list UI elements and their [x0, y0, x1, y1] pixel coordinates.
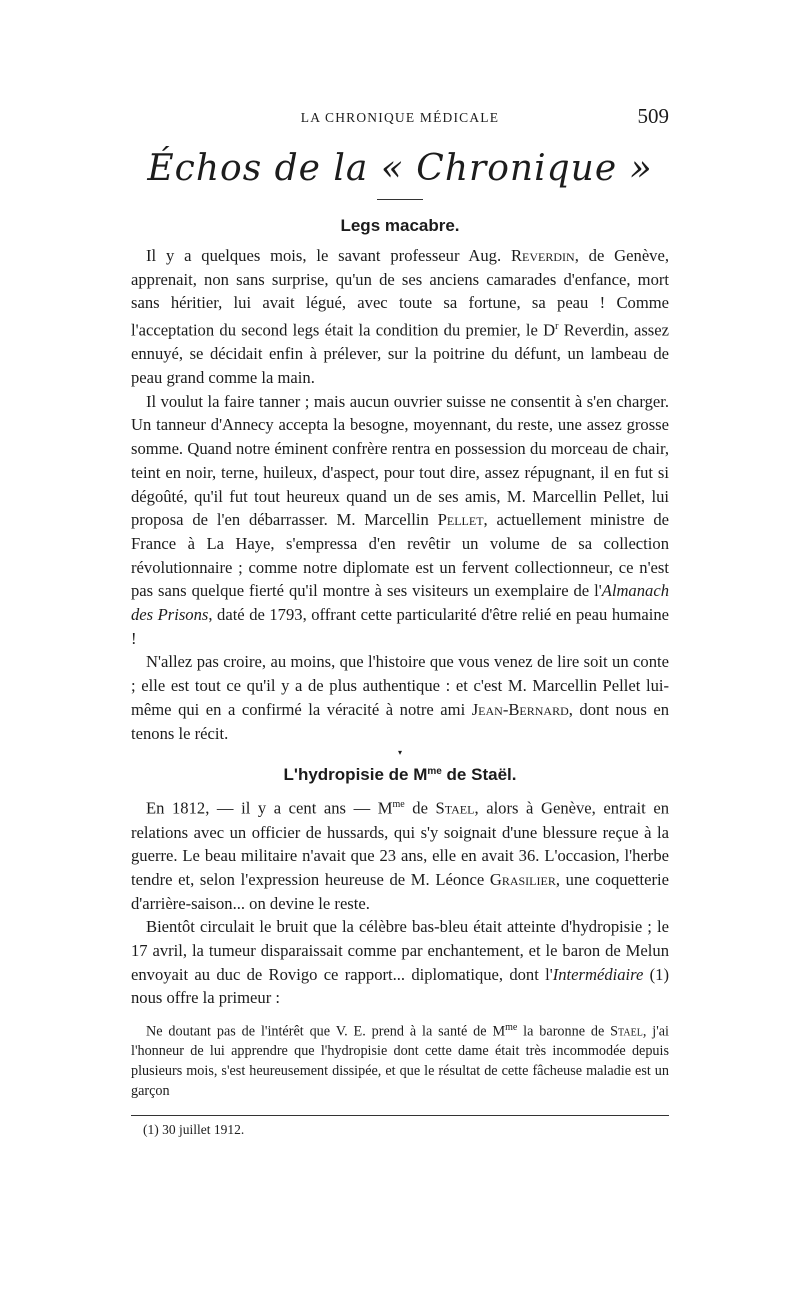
page-number: 509 [637, 104, 669, 128]
paragraph: Bientôt circulait le bruit que la célèbre bas-bleu était atteinte d'hydropisie ; le 17 avril, la tumeur disparaissait comme par enchantement, et le baron de Melun envoyait au duc de Rovigo ce rapport... diplomatique, dont l'Intermédiaire (1) nous offre la primeur : [131, 917, 670, 1008]
footnote-rule [131, 1115, 669, 1116]
title-rule [377, 199, 423, 200]
running-header [131, 100, 669, 134]
footnote: (1) 30 juillet 1912. [143, 1122, 245, 1138]
article-heading-legs-macabre: Legs macabre. [340, 216, 460, 235]
article-heading-hydropisie: L'hydropisie de $M^{me}$ de Staël. [283, 765, 517, 785]
book-page [131, 100, 669, 1138]
running-title: LA CHRONIQUE MÉDICALE [300, 110, 500, 125]
section-separator: ▾ [397, 748, 402, 758]
paragraph: Il y a quelques mois, le savant professeur Aug. Reverdin, de Genève, apprenait, non sans surprise, qu'un de ses anciens camarades d'enfance, mort sans héritier, lui avait légué, avec toute sa fortune, sa peau ! Comme l'acceptation du second legs était la condition du premier, le $D^r$ Reverdin, assez ennuyé, se décidait enfin à prélever, sur la poitrine du défunt, un lambeau de peau grand comme la main. [131, 246, 669, 388]
paragraph: Il voulut la faire tanner ; mais aucun ouvrier suisse ne consentit à s'en charger. Un tanneur d'Annecy accepta la besogne, moyennant, du reste, une assez grosse somme. Quand notre éminent confrère rentra en possession du morceau de chair, teint en noir, terne, huileux, d'aspect, pour tout dire, assez répugnant, il en fut si dégoûté, qu'il fut tout heureux quand un de ses amis, M. Marcellin Pellet, lui proposa de l'en débarrasser. M. Marcellin Pellet, actuellement ministre de France à La Haye, s'empressa d'en revêtir un volume de sa collection révolutionnaire ; comme notre diplomate est un fervent collectionneur, ce n'est pas sans quelque fierté qu'il montre à ses visiteurs un exemplaire de l'Almanach des Prisons, daté de 1793, offrant cette particularité d'être relié en peau humaine ! [131, 391, 669, 648]
quoted-letter: Ne doutant pas de l'intérêt que V. E. prend à la santé de $M^{me}$ la baronne de Stael, j'ai l'honneur de lui apprendre que l'hydropisie dont cette dame était très incommodée depuis plusieurs mois, s'est heureusement dissipée, et que le résultat de cette fâcheuse maladie est un garçon [131, 1022, 669, 1099]
paragraph: En 1812, — il y a cent ans — $M^{me}$ de Stael, alors à Genève, entrait en relations avec un officier de hussards, qui s'y soignait d'une blessure reçue à la guerre. Le beau militaire n'avait que 23 ans, elle en avait 36. L'occasion, l'herbe tendre et, selon l'expression heureuse de M. Léonce Grasilier, une coquetterie d'arrière-saison... on devine le reste. [131, 798, 669, 913]
section-title: Échos de la « Chronique » [147, 148, 653, 189]
paragraph: N'allez pas croire, au moins, que l'histoire que vous venez de lire soit un conte ; elle est tout ce qu'il y a de plus authentique : et c'est M. Marcellin Pellet lui-même qui en a confirmé la véracité à notre ami Jean-Bernard, dont nous en tenons le récit. [131, 652, 669, 743]
